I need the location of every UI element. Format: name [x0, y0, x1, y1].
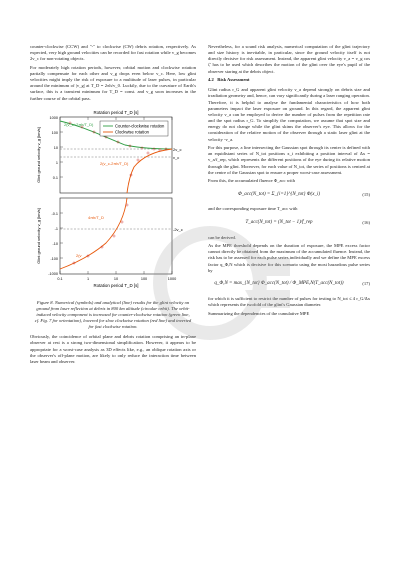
lower-plot-frame [60, 198, 172, 274]
figure-8 [30, 105, 196, 297]
svg-text:-10: -10 [52, 241, 58, 246]
svg-text:0.1: 0.1 [52, 175, 58, 180]
svg-text:1: 1 [86, 276, 90, 281]
svg-text:100: 100 [51, 130, 58, 135]
right-paragraph-4: From this, the accumulated fluence Φ_acc with [208, 178, 295, 184]
annotation-vc: v_c [173, 154, 180, 160]
svg-text:-1000: -1000 [48, 271, 58, 276]
section-heading [208, 77, 370, 83]
legend-cw: Clockwise rotation [115, 129, 149, 135]
right-paragraph-5: and the corresponding exposure time T_acc with [208, 206, 298, 212]
cw-curve-lower [60, 198, 127, 269]
equation-15: Φ_acc(N_tot) = Σ_{i=1}^{N_tot} Φ(x_i) (15) [237, 191, 370, 197]
right-paragraph-3: For this purpose, a line intersecting the Gaussian spot through its center is defined with an equidistant series of N_tot positions x_i exhibiting a position interval of Δx = v_a/f_rep, which represents the different positions of the eye during its relative motion through the glint. Moreover, for each value of N_tot, the series of positions is centred at the centre of the Gaussian spot to ensure a proper worst-case assessment. [208, 145, 370, 175]
section-title: Risk Assessment [217, 77, 250, 83]
figure-caption: Figure 8. Numerical (symbols) and analytical (line) results for the glint velocity on ground from laser reflection at debris in 800 km altitude (circular orbit). The orbit-induced velocity component is increased for counter-clockwise rotation (green line, cf. Fig. 7 for orientation), lowered for slow clockwise rotation (red line) and inverted for fast clockwise rotation. [34, 299, 192, 330]
svg-text:10: 10 [113, 276, 119, 281]
annotation-minus-2vc: -2v_c [173, 226, 183, 232]
right-paragraph-9: Summarizing the dependencies of the cumulative MPE [208, 310, 310, 316]
right-paragraph-1: Nevertheless, for a sound risk analysis, numerical computation of the glint trajectory and size history is inevitable, in particular, since the ground velocity itself is not directly decisive for risk assessment. Instead, the apparent glint velocity v_a = v_g cos ζ' has to be used which describes the motion of the glint over the eye's pupil of the observer staring at the debris object. [208, 44, 370, 74]
svg-text:10: 10 [53, 145, 58, 150]
left-column [30, 44, 196, 367]
svg-text:1000: 1000 [49, 115, 58, 120]
cw-curve-upper [127, 149, 172, 193]
svg-text:-0.1: -0.1 [51, 211, 58, 216]
svg-text:1: 1 [55, 160, 58, 165]
y-label-bottom: Glint ground velocity v_g [km/s] [36, 208, 41, 264]
bottom-axis-label: Rotation period T_D [s] [93, 282, 139, 288]
right-paragraph-6: can be derived. [208, 234, 236, 240]
left-paragraph-2: For moderately high rotation periods, however, orbital motion and clockwise rotation partially compensate for each other and v_g drops even below v_c. Here, low glint velocities might imply the risk of exposure to a multitude of laser pulses, in particular around the minimum of |v_g| at T_D = 2πh/v_0. Luckily, due to the curvature of Earth's surface, this is a transient minimum for T_D = const. and v_g soon increases in the further course of the orbital pass. [30, 64, 196, 101]
svg-text:1000: 1000 [167, 276, 177, 281]
annotation-4pi: 4πh/T_D [88, 214, 104, 220]
section-number: 4.2 [208, 77, 214, 83]
left-paragraph-3: Obviously, the coincidence of orbital plane and debris rotation comprising an in-plane observer at rest is a strong two-dimensional simplification. However, it appears to be appropriate for a worst-case analysis as 3D effects like, e.g., an oblique rotation axis or the observer's off-plane motion, are likely to only reduce the interaction time between laser beam and observer. [30, 334, 196, 364]
top-axis-label: Rotation period T_D [s] [93, 109, 139, 115]
equation-17: q_Φ,N = max_{N_tot} Φ_acc(N_tot) / Φ_MPE,N(T_acc(N_tot)) (17) [214, 281, 370, 287]
equation-16: T_acc(N_tot) = (N_tot − 1)/f_rep (16) [245, 220, 370, 226]
glint-velocity-plot [30, 105, 196, 297]
right-column [208, 44, 370, 319]
y-label-top: Glint ground velocity v_g [km/s] [36, 127, 41, 183]
left-paragraph-1: counter-clockwise (CCW) and "-" to clockwise (CW) debris rotation, respectively. As expected, very high ground velocities can be recorded for fast rotation while v_g becomes 2v_c for non-rotating objects. [30, 44, 196, 62]
right-paragraph-8: for which it is sufficient to restrict the number of pulses for testing to N_tot ≤ 4 r_G/Δx which represents the twofold of the glint's Gaussian diameter. [208, 295, 370, 308]
svg-text:-1: -1 [54, 226, 58, 231]
right-paragraph-7: As the MPE threshold depends on the duration of exposure, the MPE excess factor cannot directly be obtained from the maximum of the accumulated fluence. Instead, the risk has to be assessed for each pulse series individually and we define the MPE excess factor q_Φ,N which is decisive for this scenario using the most hazardous pulse series by [208, 243, 370, 273]
svg-text:2(v: 2(v [76, 252, 82, 258]
svg-text:100: 100 [140, 276, 148, 281]
svg-text:-100: -100 [50, 256, 58, 261]
svg-text:0.1: 0.1 [57, 276, 63, 281]
legend-ccw: Counter-clockwise rotation [115, 123, 165, 129]
annotation-green: 2(v_c+2πh/T_D) [64, 121, 94, 127]
right-paragraph-2: Glint radius r_G and apparent glint velocity v_a depend strongly on debris size and irradiation geometry and, hence, can vary significantly during a laser ranging operation. Therefore, it is helpful to analyse the fundamental characteristics of how both parameters impact the laser exposure on ground. In this regard, the apparent glint velocity v_a can be employed to derive the number of pulses from the repetition rate and the spot radius r_G. To simplify the computation, we assume that spot size and energy do not change while the glint skims the observer's eye. This allows for the consideration of the relative motion of the observer through a static laser glint at the velocity -v_a. [208, 87, 370, 142]
annotation-2vc: 2v_c [173, 146, 182, 152]
annotation-red: 2(v_c-2πh/T_D) [100, 160, 129, 166]
